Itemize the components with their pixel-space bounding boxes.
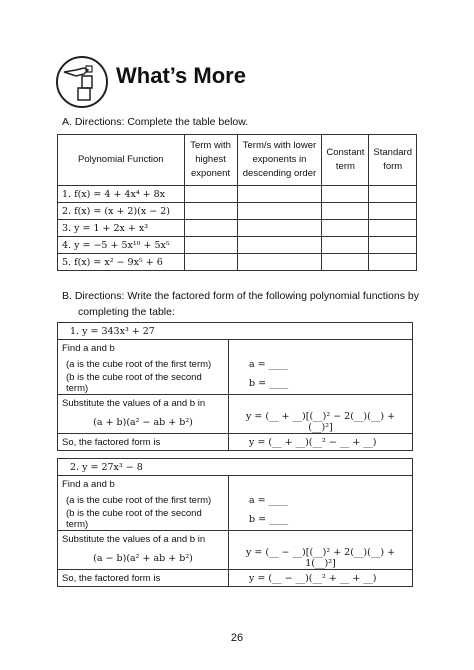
answer-cell[interactable] xyxy=(184,220,237,237)
table-header-row xyxy=(58,135,417,186)
table1-so: So, the factored form is xyxy=(58,434,229,451)
answer-cell[interactable] xyxy=(184,254,237,271)
answer-cell[interactable] xyxy=(369,186,417,203)
table-row xyxy=(58,220,417,237)
header-polynomial-function: Polynomial Function xyxy=(58,135,185,186)
answer-cell[interactable] xyxy=(369,220,417,237)
answer-cell[interactable] xyxy=(237,254,322,271)
table-row xyxy=(58,186,417,203)
table2-answer[interactable]: y = (__ − __)(__² + __ + __) xyxy=(229,570,413,587)
answer-cell[interactable] xyxy=(369,237,417,254)
answer-cell[interactable] xyxy=(369,254,417,271)
function-cell: 3. y = 1 + 2x + x³ xyxy=(58,220,185,237)
function-cell: 1. f(x) = 4 + 4x⁴ + 8x xyxy=(58,186,185,203)
answer-cell[interactable] xyxy=(237,203,322,220)
function-cell: 4. y = −5 + 5x¹⁰ + 5x⁵ xyxy=(58,237,185,254)
answer-cell[interactable] xyxy=(322,203,369,220)
answer-cell[interactable] xyxy=(237,220,322,237)
table1-find: Find a and b xyxy=(58,340,229,357)
table1-fill[interactable]: y = (__ + __)[(__)² − 2(__)(__) + (__)²] xyxy=(229,411,413,434)
answer-cell[interactable] xyxy=(184,237,237,254)
table2-b-desc: (b is the cube root of the second term) xyxy=(58,508,229,531)
section-b-directions-line2: completing the table: xyxy=(78,306,175,318)
header-lower-exponents: Term/s with lower exponents in descending order xyxy=(237,135,322,186)
table2-a-desc: (a is the cube root of the first term) xyxy=(58,492,229,508)
table2-a-blank[interactable]: a = ____ xyxy=(229,492,413,508)
answer-cell[interactable] xyxy=(237,237,322,254)
answer-cell[interactable] xyxy=(184,186,237,203)
header-constant-term: Constant term xyxy=(322,135,369,186)
page-number: 26 xyxy=(230,632,244,644)
table2-formula: (a − b)(a² + ab + b²) xyxy=(58,547,229,570)
page-title: What’s More xyxy=(116,63,246,88)
table-row xyxy=(58,203,417,220)
function-cell: 5. f(x) = x² − 9x⁵ + 6 xyxy=(58,254,185,271)
header-standard-form: Standard form xyxy=(369,135,417,186)
table1-a-desc: (a is the cube root of the first term) xyxy=(58,356,229,372)
table2-substitute: Substitute the values of a and b in xyxy=(58,531,229,548)
answer-cell[interactable] xyxy=(369,203,417,220)
table2-title: 2. y = 27x³ − 8 xyxy=(58,459,413,476)
table1-a-blank[interactable]: a = ____ xyxy=(229,356,413,372)
table1-formula: (a + b)(a² − ab + b²) xyxy=(58,411,229,434)
factor-table-1 xyxy=(57,322,413,451)
table1-b-desc: (b is the cube root of the second term) xyxy=(58,372,229,395)
table-row xyxy=(58,254,417,271)
table2-so: So, the factored form is xyxy=(58,570,229,587)
section-a-directions: A. Directions: Complete the table below. xyxy=(62,116,249,128)
section-b-directions-line1: B. Directions: Write the factored form of the following polynomial functions by xyxy=(62,290,419,302)
answer-cell[interactable] xyxy=(322,237,369,254)
table2-find: Find a and b xyxy=(58,476,229,493)
polynomial-table xyxy=(57,134,417,271)
answer-cell[interactable] xyxy=(322,254,369,271)
table1-answer[interactable]: y = (__ + __)(__² − __ + __) xyxy=(229,434,413,451)
factor-table-2 xyxy=(57,458,413,587)
table1-substitute: Substitute the values of a and b in xyxy=(58,395,229,412)
table-row xyxy=(58,237,417,254)
answer-cell[interactable] xyxy=(322,186,369,203)
table1-title: 1. y = 343x³ + 27 xyxy=(58,323,413,340)
answer-cell[interactable] xyxy=(237,186,322,203)
function-cell: 2. f(x) = (x + 2)(x − 2) xyxy=(58,203,185,220)
table1-b-blank[interactable]: b = ____ xyxy=(229,372,413,395)
table2-fill[interactable]: y = (__ − __)[(__)² + 2(__)(__) + 1(__)²] xyxy=(229,547,413,570)
hand-blocks-icon xyxy=(56,56,108,108)
header-highest-exponent: Term with highest exponent xyxy=(184,135,237,186)
answer-cell[interactable] xyxy=(322,220,369,237)
answer-cell[interactable] xyxy=(184,203,237,220)
table2-b-blank[interactable]: b = ____ xyxy=(229,508,413,531)
